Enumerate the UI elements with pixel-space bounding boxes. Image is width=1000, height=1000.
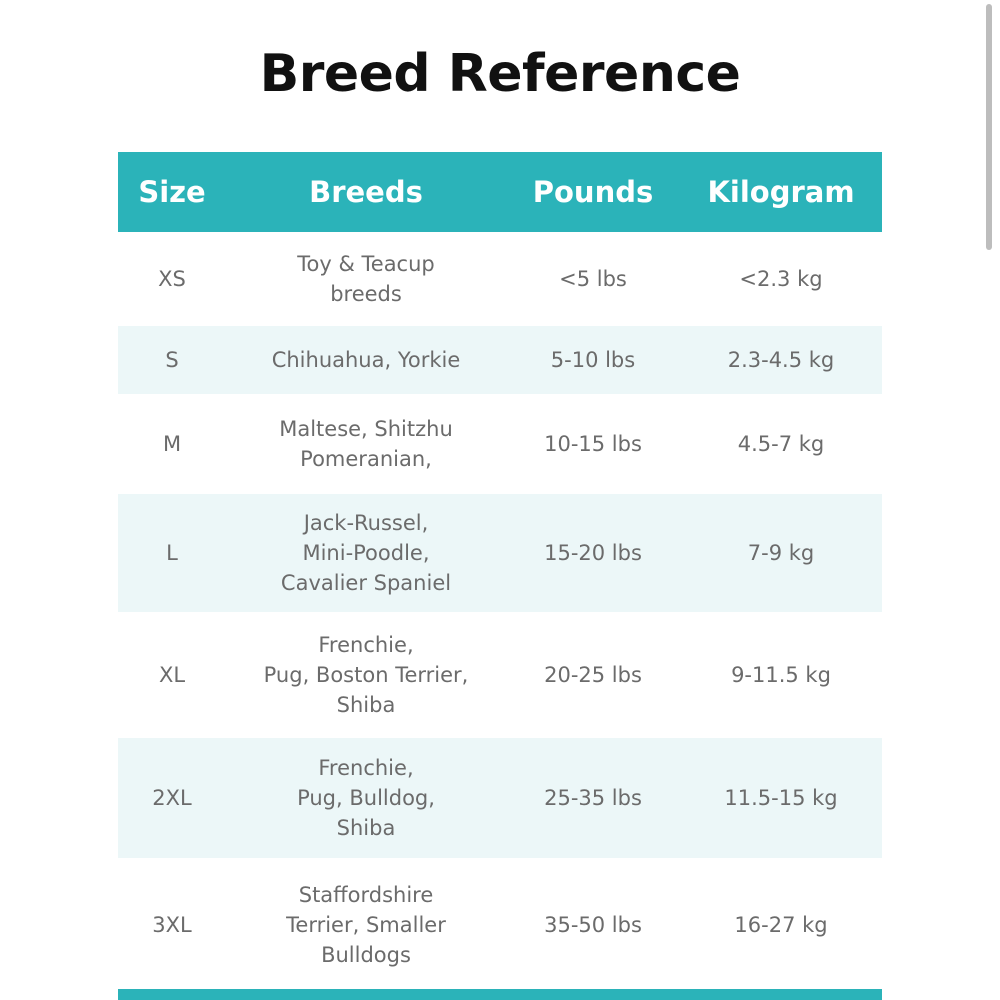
cell-pounds: 35-50 lbs — [506, 858, 680, 992]
cell-breeds — [226, 232, 506, 326]
cell-kilogram: <2.3 kg — [680, 232, 882, 326]
cell-size: M — [118, 394, 226, 494]
breed-line: Bulldogs — [321, 943, 411, 967]
cell-kilogram: 9-11.5 kg — [680, 612, 882, 738]
table-row — [118, 394, 882, 494]
table-row — [118, 738, 882, 858]
breed-line: breeds — [330, 282, 402, 306]
header-breeds: Breeds — [226, 152, 506, 232]
cell-breeds — [226, 394, 506, 494]
cell-pounds: 25-35 lbs — [506, 738, 680, 858]
cell-breeds — [226, 738, 506, 858]
breed-line: Terrier, Smaller — [286, 913, 446, 937]
cell-size: XL — [118, 612, 226, 738]
cell-kilogram: 16-27 kg — [680, 858, 882, 992]
header-pounds: Pounds — [506, 152, 680, 232]
table-bottom-bar — [118, 989, 882, 1000]
breed-line: Mini-Poodle, — [302, 541, 430, 565]
breed-line: Staffordshire — [298, 883, 434, 907]
breed-line: Shiba — [336, 693, 396, 717]
cell-breeds — [226, 326, 506, 394]
cell-kilogram: 2.3-4.5 kg — [680, 326, 882, 394]
cell-kilogram: 7-9 kg — [680, 494, 882, 612]
scrollbar[interactable] — [986, 4, 992, 250]
cell-size: L — [118, 494, 226, 612]
header-size: Size — [118, 152, 226, 232]
cell-breeds — [226, 858, 506, 992]
breed-line: Pomeranian, — [300, 447, 432, 471]
table-header-row — [118, 152, 882, 232]
cell-size: 3XL — [118, 858, 226, 992]
breed-reference-table — [118, 152, 882, 992]
cell-size: 2XL — [118, 738, 226, 858]
table-row — [118, 232, 882, 326]
cell-pounds: <5 lbs — [506, 232, 680, 326]
cell-pounds: 10-15 lbs — [506, 394, 680, 494]
table-row — [118, 494, 882, 612]
cell-pounds: 15-20 lbs — [506, 494, 680, 612]
header-kilogram: Kilogram — [680, 152, 882, 232]
page-title: Breed Reference — [259, 44, 741, 104]
cell-size: XS — [118, 232, 226, 326]
cell-pounds: 5-10 lbs — [506, 326, 680, 394]
cell-size: S — [118, 326, 226, 394]
breed-line: Pug, Boston Terrier, — [263, 663, 469, 687]
breed-line: Maltese, Shitzhu — [279, 417, 453, 441]
cell-breeds — [226, 494, 506, 612]
breed-line: Jack-Russel, — [303, 511, 429, 535]
cell-kilogram: 4.5-7 kg — [680, 394, 882, 494]
breed-table-container — [118, 152, 882, 992]
breed-line: Cavalier Spaniel — [280, 571, 452, 595]
cell-breeds — [226, 612, 506, 738]
breed-line: Frenchie, — [318, 756, 414, 780]
table-row — [118, 326, 882, 394]
table-row — [118, 612, 882, 738]
breed-line: Shiba — [336, 816, 396, 840]
cell-kilogram: 11.5-15 kg — [680, 738, 882, 858]
breed-line: Pug, Bulldog, — [297, 786, 435, 810]
cell-pounds: 20-25 lbs — [506, 612, 680, 738]
breed-line: Toy & Teacup — [297, 252, 435, 276]
breed-line: Frenchie, — [318, 633, 414, 657]
table-row — [118, 858, 882, 992]
breed-line: Chihuahua, Yorkie — [271, 348, 461, 372]
